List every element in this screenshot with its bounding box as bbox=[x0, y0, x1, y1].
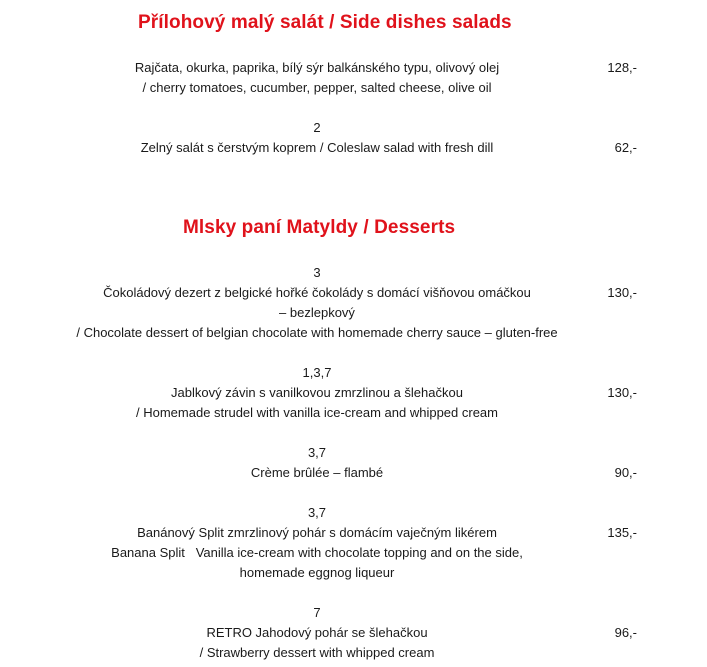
section-title-desserts: Mlsky paní Matyldy / Desserts bbox=[183, 217, 456, 238]
item-description-line: Zelný salát s čerstvým koprem / Coleslaw salad with fresh dill bbox=[140, 140, 494, 155]
item-price: 135,- bbox=[607, 525, 637, 540]
item-description-line: / Homemade strudel with vanilla ice-cream and whipped cream bbox=[136, 405, 498, 420]
item-description-line: Rajčata, okurka, paprika, bílý sýr balkánského typu, olivový olej bbox=[134, 60, 500, 75]
item-price: 130,- bbox=[607, 285, 637, 300]
item-description-line: Banánový Split zmrzlinový pohár s domácím vaječným likérem bbox=[137, 525, 497, 540]
item-price: 90,- bbox=[614, 465, 637, 480]
item-allergens: 3,7 bbox=[307, 445, 327, 460]
item-price: 130,- bbox=[607, 385, 637, 400]
item-description-line: RETRO Jahodový pohár se šlehačkou bbox=[206, 625, 428, 640]
item-price: 128,- bbox=[607, 60, 637, 75]
item-description-line: Čokoládový dezert z belgické hořké čokolády s domácí višňovou omáčkou bbox=[103, 285, 531, 300]
item-description-line: – bezlepkový bbox=[279, 305, 355, 320]
item-description-line: / Chocolate dessert of belgian chocolate with homemade cherry sauce – gluten-free bbox=[76, 325, 558, 340]
item-price: 62,- bbox=[614, 140, 637, 155]
item-allergens: 7 bbox=[313, 605, 321, 620]
item-description-line: / cherry tomatoes, cucumber, pepper, salted cheese, olive oil bbox=[142, 80, 492, 95]
item-description-line: Banana Split Vanilla ice-cream with chocolate topping and on the side, bbox=[111, 545, 523, 560]
section-title-side-salads: Přílohový malý salát / Side dishes salads bbox=[138, 12, 512, 33]
item-description-line: / Strawberry dessert with whipped cream bbox=[199, 645, 435, 660]
item-description-line: Crème brûlée – flambé bbox=[250, 465, 384, 480]
item-allergens: 1,3,7 bbox=[302, 365, 332, 380]
item-description-line: Jablkový závin s vanilkovou zmrzlinou a šlehačkou bbox=[171, 385, 463, 400]
item-allergens: 2 bbox=[313, 120, 321, 135]
item-price: 96,- bbox=[614, 625, 637, 640]
item-allergens: 3 bbox=[313, 265, 321, 280]
item-description-line: homemade eggnog liqueur bbox=[239, 565, 395, 580]
item-allergens: 3,7 bbox=[307, 505, 327, 520]
